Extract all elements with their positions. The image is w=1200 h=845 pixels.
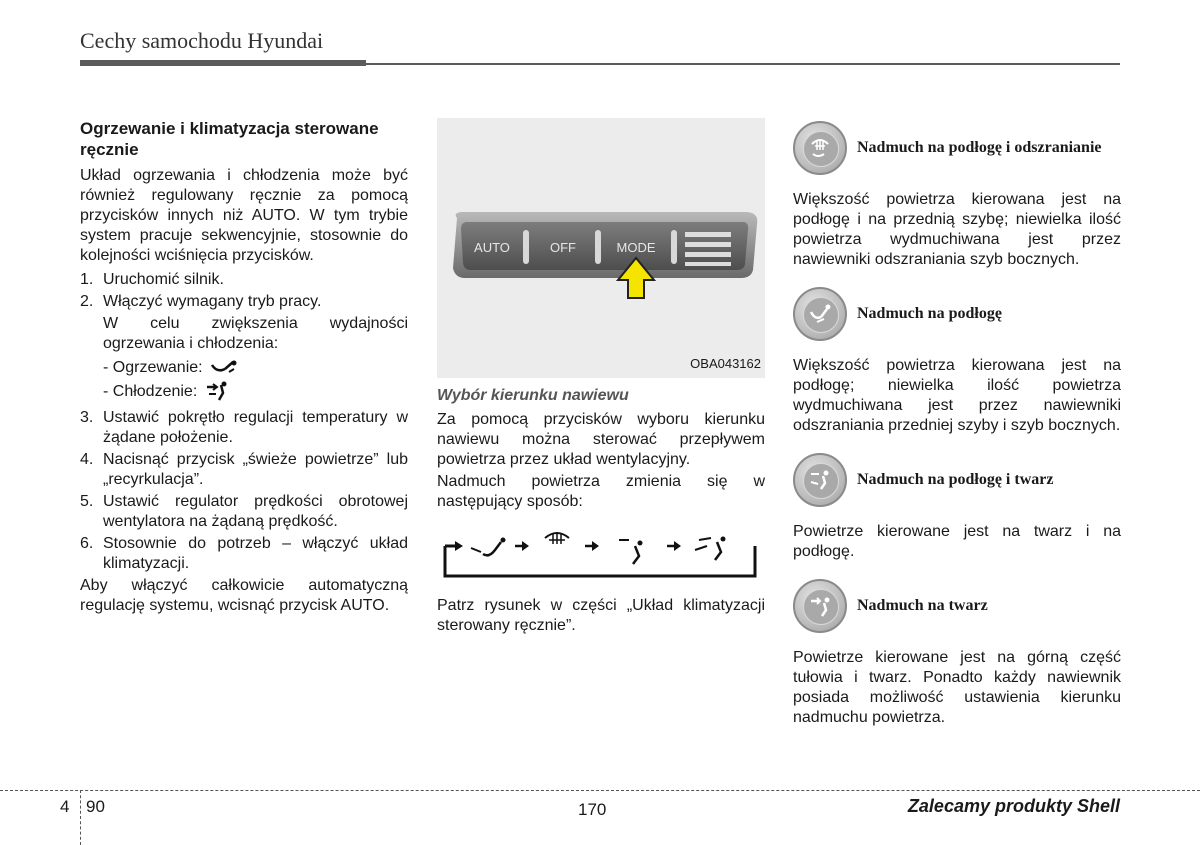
- control-panel-figure: [437, 118, 765, 378]
- header-rule: [80, 60, 1120, 66]
- step2-note: W celu zwiększenia wydajności ogrzewania i chłodzenia:: [103, 315, 408, 352]
- steps-list-more: [80, 408, 408, 574]
- section-heading: Ogrzewanie i klimatyzacja sterowane ręcznie: [80, 119, 379, 159]
- step2-note-block: [103, 314, 408, 404]
- mode-title: Nadmuch na podłogę i twarz: [857, 471, 1054, 488]
- figure-caption: Wybór kierunku nawiewu: [437, 387, 629, 404]
- list-item: 3. Ustawić pokrętło regulacji temperatury w żądane położenie.: [80, 409, 408, 446]
- mode-floor: [793, 284, 1121, 436]
- cooling-row: [103, 380, 408, 404]
- floor-mode-icon: [209, 359, 239, 377]
- column-middle: [437, 118, 765, 638]
- mode-sequence-diagram: [437, 526, 765, 586]
- mode-title: Nadmuch na podłogę i odszranianie: [857, 139, 1102, 156]
- mode-title: Nadmuch na twarz: [857, 597, 988, 614]
- footer-divider: [80, 790, 81, 845]
- mode-floor-defrost: [793, 118, 1121, 270]
- chapter-page-number: 90: [86, 797, 105, 816]
- floor-icon: [793, 287, 847, 341]
- off-button-label: OFF: [550, 240, 576, 255]
- figure-code: OBA043162: [690, 356, 761, 371]
- floor-face-icon: [471, 538, 506, 556]
- face-icon: [793, 579, 847, 633]
- auto-button-label: AUTO: [474, 240, 510, 255]
- mode-floor-face: [793, 450, 1121, 562]
- column-left: [80, 118, 408, 618]
- floor-defrost-icon: [545, 533, 569, 544]
- column-right: [793, 118, 1121, 742]
- control-panel-illustration: [437, 118, 765, 378]
- list-item: 1. Uruchomić silnik.: [80, 271, 224, 288]
- mode-paragraph-3: Patrz rysunek w części „Układ klimatyzacji sterowany ręcznie”.: [437, 597, 765, 634]
- mode-description: Większość powietrza kierowana jest na podłogę; niewielka ilość powietrza wydmuchiwana jest przez nawiewniki odszraniania przedniej szyby i szyb bocznych.: [793, 357, 1121, 434]
- heating-label: - Ogrzewanie:: [103, 359, 203, 376]
- list-item: 2. Włączyć wymagany tryb pracy.: [80, 293, 322, 310]
- page-header-title: Cechy samochodu Hyundai: [80, 28, 324, 53]
- chapter-number: 4: [60, 797, 70, 816]
- intro-paragraph: Układ ogrzewania i chłodzenia może być również regulowany ręcznie za pomocą przycisków innych niż AUTO. W tym trybie system pracuje sekwencyjnie, stosownie do kolejności wciśnięcia przycisków.: [80, 167, 408, 264]
- page-number: 170: [578, 800, 607, 819]
- list-item: 6. Stosownie do potrzeb – włączyć układ klimatyzacji.: [80, 535, 408, 572]
- mode-description: Większość powietrza kierowana jest na podłogę i na przednią szybę; niewielka ilość powietrza wydmuchiwana jest przez nawiewniki odszraniania szyb bocznych.: [793, 191, 1121, 268]
- mode-description: Powietrze kierowane jest na twarz i na podłogę.: [793, 523, 1121, 560]
- floor-face-icon: [695, 537, 726, 561]
- mode-button-label: MODE: [616, 240, 656, 255]
- floor-defrost-icon: [793, 121, 847, 175]
- list-item: 5. Ustawić regulator prędkości obrotowej wentylatora na żądaną prędkość.: [80, 493, 408, 530]
- heating-row: [103, 356, 408, 380]
- cooling-label: - Chłodzenie:: [103, 383, 198, 400]
- list-item: 4. Nacisnąć przycisk „świeże powietrze” lub „recyrkulacja”.: [80, 451, 408, 488]
- footer-brand: Zalecamy produkty Shell: [907, 796, 1120, 816]
- mode-paragraph-2: Nadmuch powietrza zmienia się w następujący sposób:: [437, 473, 765, 510]
- outro-paragraph: Aby włączyć całkowicie automatyczną regulację systemu, wcisnąć przycisk AUTO.: [80, 577, 408, 614]
- mode-description: Powietrze kierowane jest na górną część tułowia i twarz. Ponadto każdy nawiewnik posiada możliwość ustawienia kierunku nadmuchu powietrza.: [793, 649, 1121, 726]
- mode-paragraph-1: Za pomocą przycisków wyboru kierunku nawiewu można sterować przepływem powietrza przez układ wentylacyjny.: [437, 411, 765, 468]
- face-mode-icon: [203, 381, 233, 403]
- floor-face-icon: [793, 453, 847, 507]
- mode-face: [793, 576, 1121, 728]
- footer-rule: [0, 790, 1200, 791]
- steps-list: [80, 270, 408, 312]
- face-icon: [619, 540, 643, 564]
- mode-title: Nadmuch na podłogę: [857, 305, 1002, 322]
